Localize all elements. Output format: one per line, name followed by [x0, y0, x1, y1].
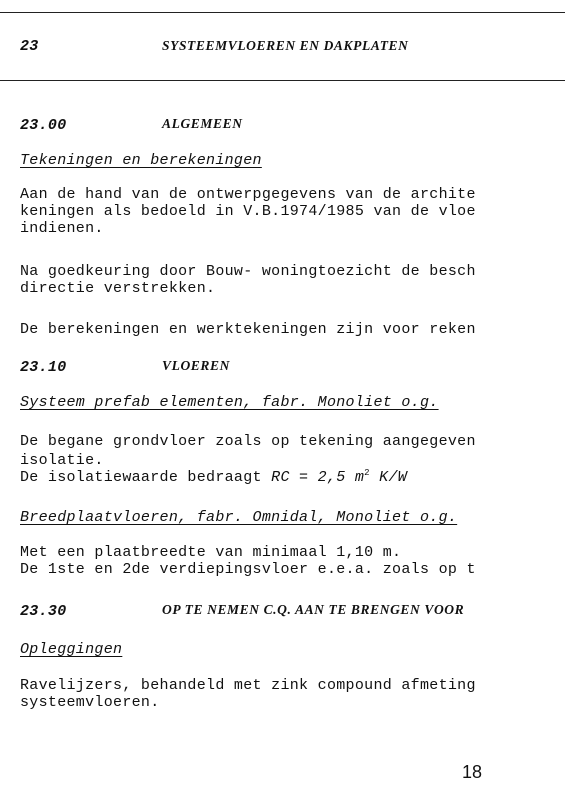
subheading-breedplaat: Breedplaatvloeren, fabr. Omnidal, Monoliet o.g.: [20, 509, 458, 526]
subheading-opleggingen: Opleggingen: [20, 641, 123, 658]
paragraph-line: isolatie.: [20, 452, 104, 469]
paragraph-line: De 1ste en 2de verdiepingsvloer e.e.a. zoals op t: [20, 561, 476, 578]
top-rule: [0, 12, 565, 13]
chapter-title: SYSTEEMVLOEREN EN DAKPLATEN: [162, 38, 409, 53]
isolation-text: De isolatiewaarde bedraagt: [20, 469, 272, 486]
isolation-value-line: [20, 469, 407, 486]
chapter-number: 23: [20, 38, 39, 55]
paragraph-line: Aan de hand van de ontwerpgegevens van de archite: [20, 186, 476, 203]
header-rule: [0, 80, 565, 81]
isolation-unit: K/W: [369, 469, 408, 486]
section-title-2310: VLOEREN: [162, 358, 230, 373]
paragraph-line: Met een plaatbreedte van minimaal 1,10 m.: [20, 544, 402, 561]
section-number-2310: 23.10: [20, 359, 67, 376]
section-title-2300: ALGEMEEN: [162, 116, 243, 131]
section-number-2300: 23.00: [20, 117, 67, 134]
paragraph-line: Na goedkeuring door Bouw- woningtoezicht de besch: [20, 263, 476, 280]
section-title-2330: OP TE NEMEN C.Q. AAN TE BRENGEN VOOR: [162, 602, 465, 617]
superscript-two: 2: [364, 468, 370, 478]
paragraph-line: indienen.: [20, 220, 104, 237]
paragraph-line: Ravelijzers, behandeld met zink compound afmeting: [20, 677, 476, 694]
isolation-rc: RC = 2,5 m: [271, 469, 365, 486]
paragraph-line: De begane grondvloer zoals op tekening aangegeven: [20, 433, 476, 450]
section-number-2330: 23.30: [20, 603, 67, 620]
paragraph-line: directie verstrekken.: [20, 280, 216, 297]
subheading-tekeningen: Tekeningen en berekeningen: [20, 152, 262, 169]
subheading-systeem: Systeem prefab elementen, fabr. Monoliet o.g.: [20, 394, 439, 411]
page-number: 18: [462, 762, 483, 782]
paragraph-line: keningen als bedoeld in V.B.1974/1985 van de vloe: [20, 203, 476, 220]
paragraph-line: De berekeningen en werktekeningen zijn voor reken: [20, 321, 476, 338]
paragraph-line: systeemvloeren.: [20, 694, 160, 711]
